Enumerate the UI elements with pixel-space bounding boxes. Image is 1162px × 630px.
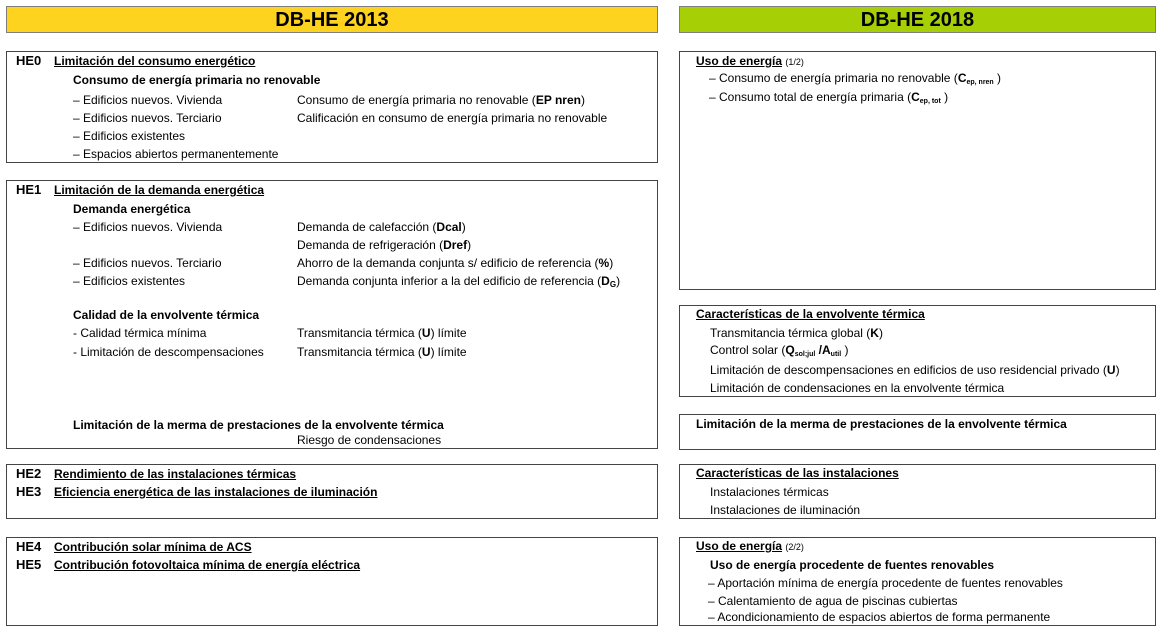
uso-energia-1-box [679,51,1156,290]
instalaciones-item: Instalaciones térmicas [710,485,829,499]
he0-desc: Calificación en consumo de energía primaria no renovable [297,111,608,125]
he1-envelope-desc: Transmitancia térmica (U) límite [297,345,467,359]
he0-item: – Edificios existentes [73,129,186,143]
merma-title: Limitación de la merma de prestaciones de la envolvente térmica [696,417,1067,431]
he0-item: – Edificios nuevos. Vivienda [73,93,223,107]
he0-subtitle: Consumo de energía primaria no renovable [73,73,321,87]
uso-energia-2-item: – Aportación mínima de energía procedente de fuentes renovables [708,576,1063,590]
he2-title: Rendimiento de las instalaciones térmicas [54,467,297,481]
he1-envelope-desc: Transmitancia térmica (U) límite [297,326,467,340]
he1-envelope-item: - Calidad térmica mínima [73,326,207,340]
he0-code: HE0 [16,53,42,68]
he0-item: – Espacios abiertos permanentemente [73,147,279,161]
envolvente-item: Limitación de condensaciones en la envolvente térmica [710,381,1005,395]
he0-item: – Edificios nuevos. Terciario [73,111,222,125]
he1-demand-desc: Demanda conjunta inferior a la del edificio de referencia $(D_G)$ [297,274,621,289]
he1-code: HE1 [16,182,42,197]
he1-demand-title: Demanda energética [73,202,191,216]
envolvente-item: Control solar ($Q_{sol;jul}$ $/A_{util}$ ) [710,343,849,358]
he3-code: HE3 [16,484,42,499]
he1-demand-item: – Edificios nuevos. Terciario [73,256,222,270]
he1-merma-title: Limitación de la merma de prestaciones de la envolvente térmica [73,418,444,432]
envolvente-title: Características de la envolvente térmica [696,307,925,321]
uso-energia-1-item: – Consumo total de energía primaria ($C_{ep, tot}$ ) [709,90,949,105]
he1-demand-desc: Demanda de refrigeración (Dref) [297,238,472,252]
he1-envelope-item: - Limitación de descompensaciones [73,345,264,359]
uso-energia-1-heading: Uso de energía (1/2) [696,54,804,68]
header-db-he-2013: DB-HE 2013 [6,6,658,33]
he4-code: HE4 [16,539,42,554]
he3-title: Eficiencia energética de las instalaciones de iluminación [54,485,378,499]
he1-demand-desc: Ahorro de la demanda conjunta s/ edificio de referencia (%) [297,256,614,270]
uso-energia-2-subtitle: Uso de energía procedente de fuentes renovables [710,558,995,572]
he2-code: HE2 [16,466,42,481]
he1-demand-item: – Edificios nuevos. Vivienda [73,220,223,234]
envolvente-item: Limitación de descompensaciones en edificios de uso residencial privado (U) [710,363,1120,377]
uso-energia-1-item: – Consumo de energía primaria no renovable ($C_{ep, nren}$ ) [709,71,1002,86]
he0-desc: Consumo de energía primaria no renovable (EP nren) [297,93,585,107]
he1-title: Limitación de la demanda energética [54,183,265,197]
instalaciones-item: Instalaciones de iluminación [710,503,861,517]
instalaciones-title: Características de las instalaciones [696,466,899,480]
uso-energia-2-item: – Acondicionamiento de espacios abiertos de forma permanente [708,610,1051,624]
he1-merma-desc: Riesgo de condensaciones [297,433,442,447]
uso-energia-2-heading: Uso de energía (2/2) [696,539,804,553]
he5-title: Contribución fotovoltaica mínima de energía eléctrica [54,558,361,572]
he1-demand-desc: Demanda de calefacción (Dcal) [297,220,466,234]
header-db-he-2018: DB-HE 2018 [679,6,1156,33]
envolvente-item: Transmitancia térmica global (K) [710,326,883,340]
he4-title: Contribución solar mínima de ACS [54,540,252,554]
he0-title: Limitación del consumo energético [54,54,256,68]
he1-demand-item: – Edificios existentes [73,274,186,288]
he5-code: HE5 [16,557,42,572]
uso-energia-2-item: – Calentamiento de agua de piscinas cubiertas [708,594,958,608]
he1-envelope-title: Calidad de la envolvente térmica [73,308,260,322]
